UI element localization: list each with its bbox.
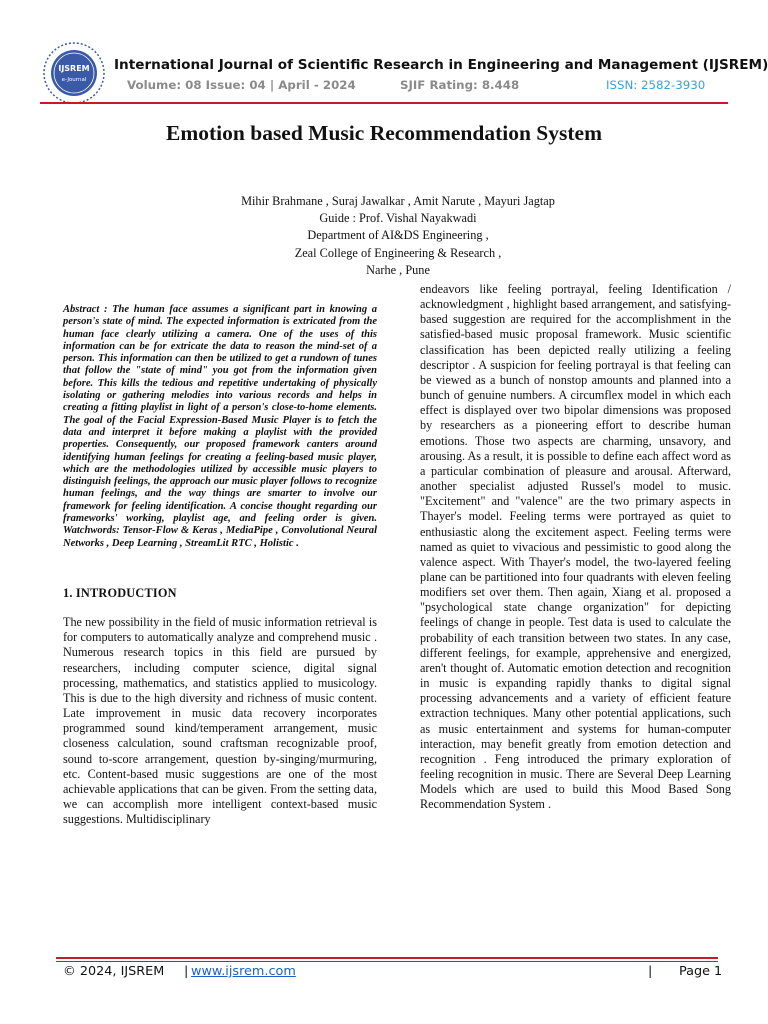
logo-text-bottom: e-Journal: [61, 77, 87, 83]
author-block: [0, 193, 768, 279]
intro-paragraph-right: endeavors like feeling portrayal, feeling Identification / acknowledgment , highlight based arrangement, and satisfying-based suggestion are required for the accomplishment in the satisfied-based music proposal framework. Music scientific classification has been depicted really utilizing a feeling descriptor . A suspicion for feeling portrayal is that feeling can be viewed as a bunch of nonstop amounts and planned into a bunch of genuine numbers. A circumflex model in which each effect is displayed over two bipolar dimensions was proposed by researchers as a pioneering effort to describe human emotions. Those two aspects are charming, unsavory, and arousing. As a result, it is possible to define each affect word as a particular combination of pleasure and arousal. Afterward, another specialist adjusted Russel's model to music. "Excitement" and "valence" are the two primary aspects in Thayer's model. Feeling terms were portrayed as quiet to enthusiastic along the excitement aspect. Feeling terms were named as quiet to vivacious and pessimistic to good along the valence aspect. With Thayer's model, the two-layered feeling plane can be partitioned into four quadrants with eleven feeling modifiers set over them. Then again, Xiang et al. proposed a "psychological state change organization" for depicting feelings of change in people. Test data is used to calculate the probability of each transition between two states. In any case, different feelings, for example, apprehensive and energized, aren't thought of. Automatic emotion detection and recognition in music is expanding rapidly thanks to digital signal processing advancements and a variety of efficient feature extraction techniques. Many other potential applications, such as music entertainment and systems for human-computer interaction, may benefit greatly from emotion detection and recognition . Feng introduced the primary exploration of feeling recognition in music. There are Several Deep Learning Models which are used to build this Mood Based Song Recommendation System .: [420, 282, 731, 812]
left-column: [63, 304, 377, 827]
ijsrem-logo: [41, 40, 107, 106]
intro-paragraph-left: The new possibility in the field of music information retrieval is for computers to automatically analyze and comprehend music . Numerous research topics in this field are pursued by researchers, including computer science, digital signal processing, mathematics, and statistics applied to musicology. This is due to the high diversity and richness of music content. Late improvement in music data recovery incorporates programmed sound kind/temperament arrangement, music closeness calculation, sound craftsman recognizable proof, sound to-score arrangement, question by-singing/murmuring, etc. Content-based music suggestions are one of the most achievable applications that can be given. From the setting data, we can accomplish more intelligent context-based music suggestions. Multidisciplinary: [63, 615, 377, 827]
college: Zeal College of Engineering & Research ,: [294, 245, 502, 260]
department: Department of AI&DS Engineering ,: [307, 228, 489, 243]
journal-website-link[interactable]: www.ijsrem.com: [191, 964, 296, 979]
logo-text-top: IJSREM: [58, 64, 90, 73]
abstract: Abstract : The human face assumes a significant part in knowing a person's state of mind. The expected information is extricated from the human face clearly utilizing a camera. One of the uses of this information can be for extricate the data to reason the mind-set of a person. This information can then be utilized to get a rundown of tunes that follow the "state of mind" you got from the information given before. This kills the tedious and repetitive undertaking of physically isolating or gathering melodies into various records and helps in creating a fitting playlist in light of a person's close-to-home elements. The goal of the Facial Expression-Based Music Player is to fetch the data and interpret it before making a playlist with the provided properties. Consequently, our proposed framework canters around identifying human feelings for creating a feeling-based music player, which are the methodologies utilized by accessible music players to distinguish feelings, the approach our music player follows to recognize human feelings, and the way things are smarter to involve our framework for feeling identification. A concise thought regarding our frameworks' working, playlist age, and feeling order is given. Watchwords: Tensor-Flow & Keras , MediaPipe , Convolutional Neural Networks , Deep Learning , StreamLit RTC , Holistic .: [63, 304, 377, 549]
authors: Mihir Brahmane , Suraj Jawalkar , Amit Narute , Mayuri Jagtap: [241, 194, 555, 208]
location: Narhe , Pune: [366, 262, 430, 277]
section-heading-introduction: 1. INTRODUCTION: [63, 585, 177, 600]
footer-separator-right: |: [648, 964, 653, 979]
footer-divider: [56, 957, 718, 959]
issn: ISSN: 2582-3930: [606, 78, 706, 92]
sjif-rating: SJIF Rating: 8.448: [400, 78, 520, 92]
guide: Guide : Prof. Vishal Nayakwadi: [319, 211, 477, 226]
header-divider: [40, 102, 728, 104]
right-column: [420, 282, 731, 812]
page-number: Page 1: [679, 964, 723, 979]
footer-divider-thin: [56, 961, 718, 962]
paper-title: Emotion based Music Recommendation System: [166, 121, 602, 145]
footer-separator: |: [184, 964, 189, 979]
copyright: © 2024, IJSREM: [63, 964, 165, 979]
volume-info: Volume: 08 Issue: 04 | April - 2024: [127, 78, 356, 92]
journal-title: International Journal of Scientific Research in Engineering and Management (IJSREM): [114, 57, 768, 73]
